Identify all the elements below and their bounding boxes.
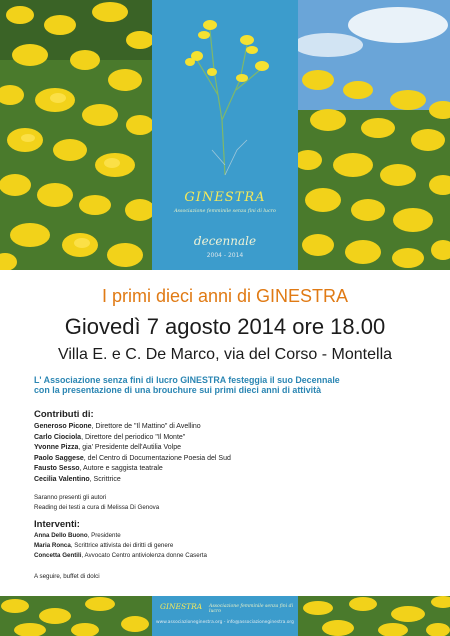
person-role: , Autore e saggista teatrale <box>79 465 163 473</box>
brand-name: GINESTRA <box>184 190 266 205</box>
list-item <box>34 422 231 433</box>
person-role: , Direttore de "Il Mattino" di Avellino <box>91 423 201 430</box>
person-name: Fausto Sesso <box>34 465 80 473</box>
footer-banner <box>0 596 450 636</box>
brand-years: 2004 - 2014 <box>206 252 244 259</box>
speakers-heading: Interventi: <box>34 519 80 530</box>
footer-logo-panel <box>152 596 298 636</box>
speakers-section <box>34 519 207 561</box>
brand-edition: decennale <box>193 234 257 248</box>
flower-photo-footer-left <box>0 596 152 636</box>
flower-photo-footer-right <box>298 596 450 636</box>
person-role: , Scrittrice attivista dei diritti di genere <box>70 542 174 549</box>
list-item <box>34 551 207 561</box>
person-name: Paolo Saggese <box>34 454 84 462</box>
list-item <box>34 454 231 465</box>
event-title: I primi dieci anni di GINESTRA <box>101 286 349 306</box>
note-line: Reading dei testi a cura di Melissa Di Genova <box>34 504 160 511</box>
list-item <box>34 443 231 454</box>
brand-tagline: Associazione femminile senza fini di lucro <box>174 209 276 214</box>
speakers-list <box>34 531 207 561</box>
list-item <box>34 464 231 475</box>
person-name: Yvonne Pizza <box>34 444 79 452</box>
logo-panel <box>152 0 298 270</box>
note-line: Saranno presenti gli autori <box>34 494 107 501</box>
list-item <box>34 433 231 444</box>
footer-brand-name: GINESTRA <box>160 602 203 611</box>
event-date-time: Giovedì 7 agosto 2014 ore 18.00 <box>64 314 386 339</box>
person-role: , Avvocato Centro antiviolenza donne Caserta <box>81 552 207 559</box>
broom-flower-illustration <box>152 0 298 180</box>
contributors-list <box>34 422 231 486</box>
person-name: Cecilia Valentino <box>34 475 90 483</box>
contributors-section <box>34 409 231 486</box>
flower-photo-left <box>0 0 152 270</box>
list-item <box>34 531 207 541</box>
intro-line: con la presentazione di una brouchure sui primi dieci anni di attività <box>34 385 322 395</box>
person-role: , Scrittrice <box>89 475 121 483</box>
person-role: , del Centro di Documentazione Poesia del Sud <box>83 454 231 462</box>
person-role: , Presidente <box>87 532 121 539</box>
person-role: , Direttore del periodico "Il Monte" <box>81 433 186 441</box>
event-location: Villa E. e C. De Marco, via del Corso - Montella <box>57 346 393 363</box>
person-role: , gia' Presidente dell'Autilia Volpe <box>78 444 182 452</box>
header-banner <box>0 0 450 270</box>
person-name: Concetta Gentili <box>34 552 82 559</box>
contributors-heading: Contributi di: <box>34 409 94 420</box>
event-intro <box>34 375 434 395</box>
footer-brand-tagline: Associazione femminile senza fini di lucro <box>209 604 294 614</box>
list-item <box>34 541 207 551</box>
intro-line: L' Associazione senza fini di lucro GINESTRA festeggia il suo Decennale <box>34 375 340 385</box>
footer-contacts: www.associazioneginestra.org - info@associazioneginestra.org <box>156 620 294 625</box>
flower-photo-right <box>298 0 450 270</box>
person-name: Generoso Picone <box>34 423 92 430</box>
person-name: Carlo Ciociola <box>34 433 82 441</box>
person-name: Maria Ronca <box>34 542 71 549</box>
person-name: Anna Dello Buono <box>34 532 88 539</box>
list-item <box>34 475 231 486</box>
closing-note: A seguire, buffet di dolci <box>34 573 100 580</box>
notes-section <box>34 493 159 513</box>
